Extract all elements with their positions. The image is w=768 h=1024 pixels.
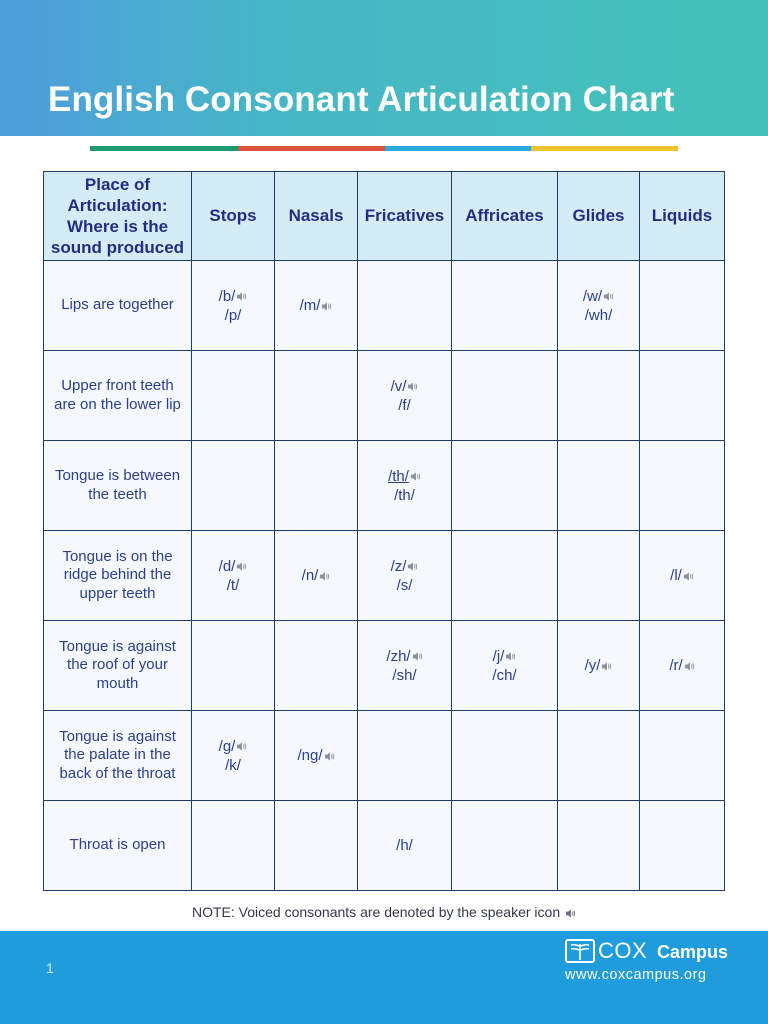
row-label-place: Tongue is on the ridge behind the upper teeth [44, 531, 192, 621]
cell-affricates [452, 531, 558, 621]
sound-symbol [358, 576, 451, 595]
sound-text: /f/ [398, 396, 411, 414]
sound-symbol [358, 557, 451, 576]
cell-affricates [452, 441, 558, 531]
column-header-stops: Stops [192, 172, 275, 261]
cell-fricatives [358, 621, 452, 711]
cell-liquids [640, 441, 725, 531]
sound-symbol [275, 746, 357, 765]
sound-symbol [192, 287, 274, 306]
speaker-icon [236, 561, 247, 572]
column-header-liquids: Liquids [640, 172, 725, 261]
sound-text: /h/ [396, 837, 413, 854]
row-label-place: Upper front teeth are on the lower lip [44, 351, 192, 441]
articulation-table [43, 171, 725, 891]
cell-liquids [640, 531, 725, 621]
sound-symbol [358, 377, 451, 396]
cell-fricatives [358, 441, 452, 531]
cell-glides [558, 441, 640, 531]
cell-stops [192, 531, 275, 621]
page-title: English Consonant Articulation Chart [48, 80, 675, 119]
cell-nasals [275, 351, 358, 441]
cell-stops [192, 261, 275, 351]
speaker-icon [407, 381, 418, 392]
table-row [44, 441, 725, 531]
sound-text: /w/ [582, 287, 603, 305]
sound-symbol [358, 467, 451, 486]
sound-symbol [558, 287, 639, 306]
book-logo-icon [565, 937, 595, 965]
color-stripe-yellow [531, 146, 678, 151]
cell-stops [192, 801, 275, 891]
sound-symbol [358, 666, 451, 685]
sound-text: /t/ [226, 576, 240, 594]
cell-affricates [452, 351, 558, 441]
sound-text: /j/ [492, 647, 505, 665]
sound-text: /n/ [301, 567, 319, 584]
column-header-fricatives: Fricatives [358, 172, 452, 261]
sound-text: /v/ [390, 377, 407, 395]
table-row [44, 261, 725, 351]
row-label-place: Tongue is against the roof of your mouth [44, 621, 192, 711]
sound-text: /sh/ [392, 666, 417, 684]
cell-fricatives [358, 801, 452, 891]
cell-affricates [452, 261, 558, 351]
footnote-text: NOTE: Voiced consonants are denoted by the speaker icon [191, 904, 561, 920]
sound-text: /p/ [224, 306, 242, 324]
cell-liquids [640, 801, 725, 891]
sound-text: /ng/ [297, 747, 323, 764]
sound-text: /r/ [669, 657, 683, 674]
sound-symbol [452, 666, 557, 685]
sound-symbol [192, 306, 274, 325]
speaker-icon [236, 741, 247, 752]
table-body [44, 261, 725, 891]
sound-text: /zh/ [386, 647, 411, 665]
cell-fricatives [358, 351, 452, 441]
sound-text: /g/ [218, 737, 236, 755]
cell-nasals [275, 801, 358, 891]
cell-nasals [275, 711, 358, 801]
speaker-icon [319, 571, 330, 582]
sound-text: /th/ [388, 467, 409, 485]
sound-symbol [640, 656, 724, 675]
cell-nasals [275, 441, 358, 531]
sound-text: /z/ [390, 557, 407, 575]
cell-liquids [640, 621, 725, 711]
cox-campus-logo [565, 937, 735, 987]
table-row [44, 711, 725, 801]
sound-text: /wh/ [584, 306, 613, 324]
sound-symbol [358, 486, 451, 505]
cell-liquids [640, 711, 725, 801]
speaker-icon [321, 301, 332, 312]
cell-glides [558, 261, 640, 351]
speaker-icon [236, 291, 247, 302]
speaker-icon [407, 561, 418, 572]
row-label-place: Tongue is between the teeth [44, 441, 192, 531]
cell-stops [192, 711, 275, 801]
table-row [44, 531, 725, 621]
sound-text: /m/ [299, 297, 321, 314]
footer-bar [0, 931, 768, 1024]
cell-glides [558, 621, 640, 711]
footnote [0, 904, 768, 920]
sound-symbol [192, 576, 274, 595]
sound-text: /l/ [670, 567, 682, 584]
table-row [44, 351, 725, 441]
sound-text: /th/ [394, 486, 415, 504]
header-banner [0, 0, 768, 136]
cell-stops [192, 621, 275, 711]
page-number: 1 [46, 960, 54, 976]
website-url: www.coxcampus.org [565, 967, 707, 983]
sound-symbol [358, 396, 451, 415]
table-row [44, 621, 725, 711]
cell-glides [558, 711, 640, 801]
speaker-icon [410, 471, 421, 482]
sound-symbol [558, 656, 639, 675]
table-header-row [44, 172, 725, 261]
column-header-glides: Glides [558, 172, 640, 261]
sound-symbol [192, 737, 274, 756]
cell-fricatives [358, 711, 452, 801]
speaker-icon [412, 651, 423, 662]
cell-affricates [452, 801, 558, 891]
speaker-icon [601, 661, 612, 672]
cell-nasals [275, 531, 358, 621]
logo-campus-text: Campus [657, 942, 729, 962]
sound-symbol [275, 566, 357, 585]
cell-fricatives [358, 261, 452, 351]
sound-text: /d/ [218, 557, 236, 575]
sound-text: /k/ [225, 756, 241, 774]
cell-glides [558, 351, 640, 441]
articulation-table-wrapper [43, 171, 725, 891]
cell-glides [558, 801, 640, 891]
cell-affricates [452, 621, 558, 711]
column-header-place: Place of Articulation: Where is the sound produced [44, 172, 192, 261]
cell-nasals [275, 261, 358, 351]
cell-affricates [452, 711, 558, 801]
speaker-icon [603, 291, 614, 302]
speaker-icon [565, 908, 576, 919]
sound-text: /b/ [218, 287, 236, 305]
color-stripe-green [90, 146, 238, 151]
table-row [44, 801, 725, 891]
sound-symbol [275, 296, 357, 315]
column-header-nasals: Nasals [275, 172, 358, 261]
sound-symbol [358, 647, 451, 666]
sound-symbol [558, 306, 639, 325]
cell-liquids [640, 261, 725, 351]
speaker-icon [505, 651, 516, 662]
speaker-icon [324, 751, 335, 762]
sound-text: /ch/ [492, 666, 517, 684]
sound-symbol [192, 756, 274, 775]
speaker-icon [683, 571, 694, 582]
sound-symbol [452, 647, 557, 666]
row-label-place: Lips are together [44, 261, 192, 351]
sound-symbol [640, 566, 724, 585]
sound-text: /y/ [584, 657, 601, 674]
logo-cox-text: COX [598, 938, 648, 963]
cell-glides [558, 531, 640, 621]
cell-liquids [640, 351, 725, 441]
color-stripe-blue [385, 146, 531, 151]
cell-stops [192, 441, 275, 531]
row-label-place: Tongue is against the palate in the back of the throat [44, 711, 192, 801]
sound-text: /s/ [396, 576, 413, 594]
cell-fricatives [358, 531, 452, 621]
cell-stops [192, 351, 275, 441]
row-label-place: Throat is open [44, 801, 192, 891]
sound-symbol [192, 557, 274, 576]
speaker-icon [684, 661, 695, 672]
sound-symbol [358, 836, 451, 855]
column-header-affricates: Affricates [452, 172, 558, 261]
cell-nasals [275, 621, 358, 711]
color-stripe-red [238, 146, 385, 151]
